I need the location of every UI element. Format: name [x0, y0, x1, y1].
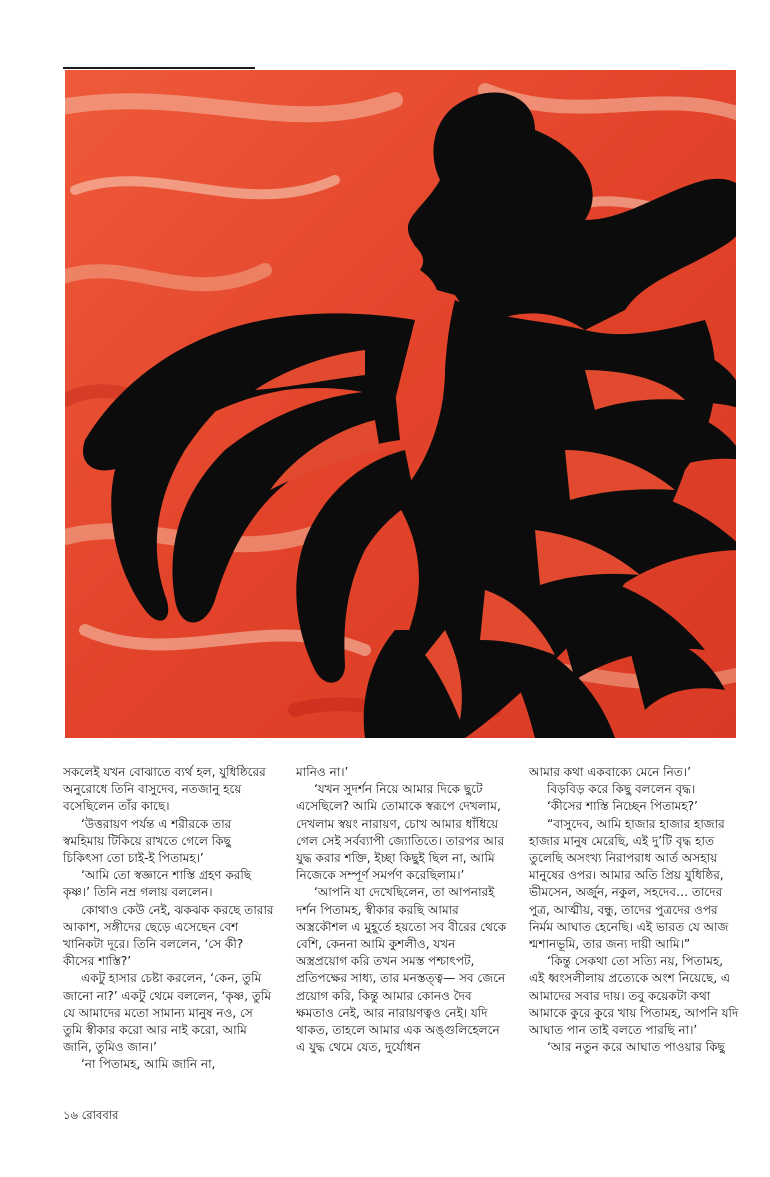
paragraph: আমার কথা একবাক্যে মেনে নিত।’: [529, 765, 691, 779]
column-2: [296, 764, 507, 1096]
paragraph: বিড়বিড় করে কিছু বললেন বৃদ্ধ।: [547, 782, 696, 797]
paragraph: ‘যখন সুদর্শন নিয়ে আমার দিকে ছুটে এসেছিলে? আমি তোমাকে স্বরূপে দেখলাম, দেখলাম স্বয়ং নারায়ণ, চোখ আমার ধাঁধিয়ে গেল সেই সর্বব্যাপী জ্যোতিতে। তারপর আর যুদ্ধ করার শক্তি, ইচ্ছা কিছুই ছিল না, আমি নিজেকে সম্পূর্ণ সমর্পণ করেছিলাম।’: [296, 782, 505, 883]
paragraph: একটু হাসার চেষ্টা করলেন, ‘কেন, তুমি জানো না?’ একটু থেমে বললেন, ‘কৃষ্ণ, তুমি যে আমাদের মতো সামান্য মানুষ নও, সে তুমি স্বীকার করো আর নাই করো, আমি জানি, তুমিও জান।’: [63, 971, 272, 1055]
article-body: [63, 764, 740, 1096]
cutout-figure-illustration: [65, 70, 736, 738]
paragraph: ‘আমি তো স্বজ্ঞানে শাস্তি গ্রহণ করছি কৃষ্ণ।’ তিনি নম্র গলায় বললেন।: [63, 868, 252, 900]
column-1: [63, 764, 274, 1096]
magazine-name: রোববার: [81, 1108, 119, 1122]
paragraph: কোথাও কেউ নেই, ঝকঝক করছে তারার আকাশ, সঙ্গীদের ছেড়ে এসেছেন বেশ খানিকটা দূরে। তিনি বললেন, ‘সে কী? কীসের শাস্তি?’: [63, 902, 274, 969]
illustration: [65, 70, 736, 738]
paragraph: ‘কীসের শাস্তি নিচ্ছেন পিতামহ?’: [547, 799, 698, 814]
paragraph: ‘না পিতামহ, আমি জানি না,: [81, 1057, 216, 1072]
paragraph: “বাসুদেব, আমি হাজার হাজার হাজার হাজার মানুষ মেরেছি, এই দু’টি বৃদ্ধ হাত তুলেছি অসংখ্য নিরাপরাধ আর্ত অসহায় মানুষের ওপর। আমার অতি প্রিয় যুধিষ্ঠির, ভীমসেন, অর্জুন, নকুল, সহদেব… তাদের পুত্র, আত্মীয়, বন্ধু, তাদের পুত্রদের ওপর নির্মম আঘাত হেনেছি। এই ভারত যে আজ শ্মশানভূমি, তার জন্য দায়ী আমি।”: [529, 816, 729, 952]
page-footer: [63, 1107, 118, 1126]
paragraph: ‘উত্তরায়ণ পর্যন্ত এ শরীরকে তার স্বমহিমায় টিকিয়ে রাখতে গেলে কিছু চিকিৎসা তো চাই-ই পিতামহ।’: [63, 816, 232, 866]
page-number: ১৬: [63, 1108, 78, 1122]
paragraph: ‘আপনি যা দেখেছিলেন, তা আপনারই দর্শন পিতামহ, স্বীকার করছি আমার অস্ত্রকৌশল এ মুহূর্তে হয়তো সব বীরের থেকে বেশি, কেননা আমি কুশলীও, যখন অস্ত্রপ্রয়োগ করি তখন সমস্ত পশ্চাৎপট, প্রতিপক্ষের সাধ্য, তার মনস্তত্ত্ব— সব জেনে প্রয়োগ করি, কিন্তু আমার কোনও দৈব ক্ষমতাও নেই, আর নারায়ণত্বও নেই। যদি থাকত, তাহলে আমার এক অঙ্গুলিহেলনে এ যুদ্ধ থেমে যেত, দুর্যোধন: [296, 885, 507, 1055]
paragraph: সকলেই যখন বোঝাতে ব্যর্থ হল, যুধিষ্ঠিরের অনুরোধে তিনি বাসুদেব, নতজানু হয়ে বসেছিলেন তাঁর কাছে।: [63, 765, 266, 814]
paragraph: ‘আর নতুন করে আঘাত পাওয়ার কিছু: [547, 1040, 725, 1055]
paragraph: ‘কিন্তু সেকথা তো সত্যি নয়, পিতামহ, এই ধ্বংসলীলায় প্রত্যেকে অংশ নিয়েছে, এ আমাদের সবার দায়। তবু কয়েকটা কথা আমাকে কুরে কুরে খায় পিতামহ, আপনি যদি আঘাত পান তাই বলতে পারছি না।’: [529, 954, 739, 1038]
column-3: [529, 764, 740, 1096]
paragraph: মানিও না।’: [296, 765, 349, 779]
top-rule: [63, 67, 255, 69]
